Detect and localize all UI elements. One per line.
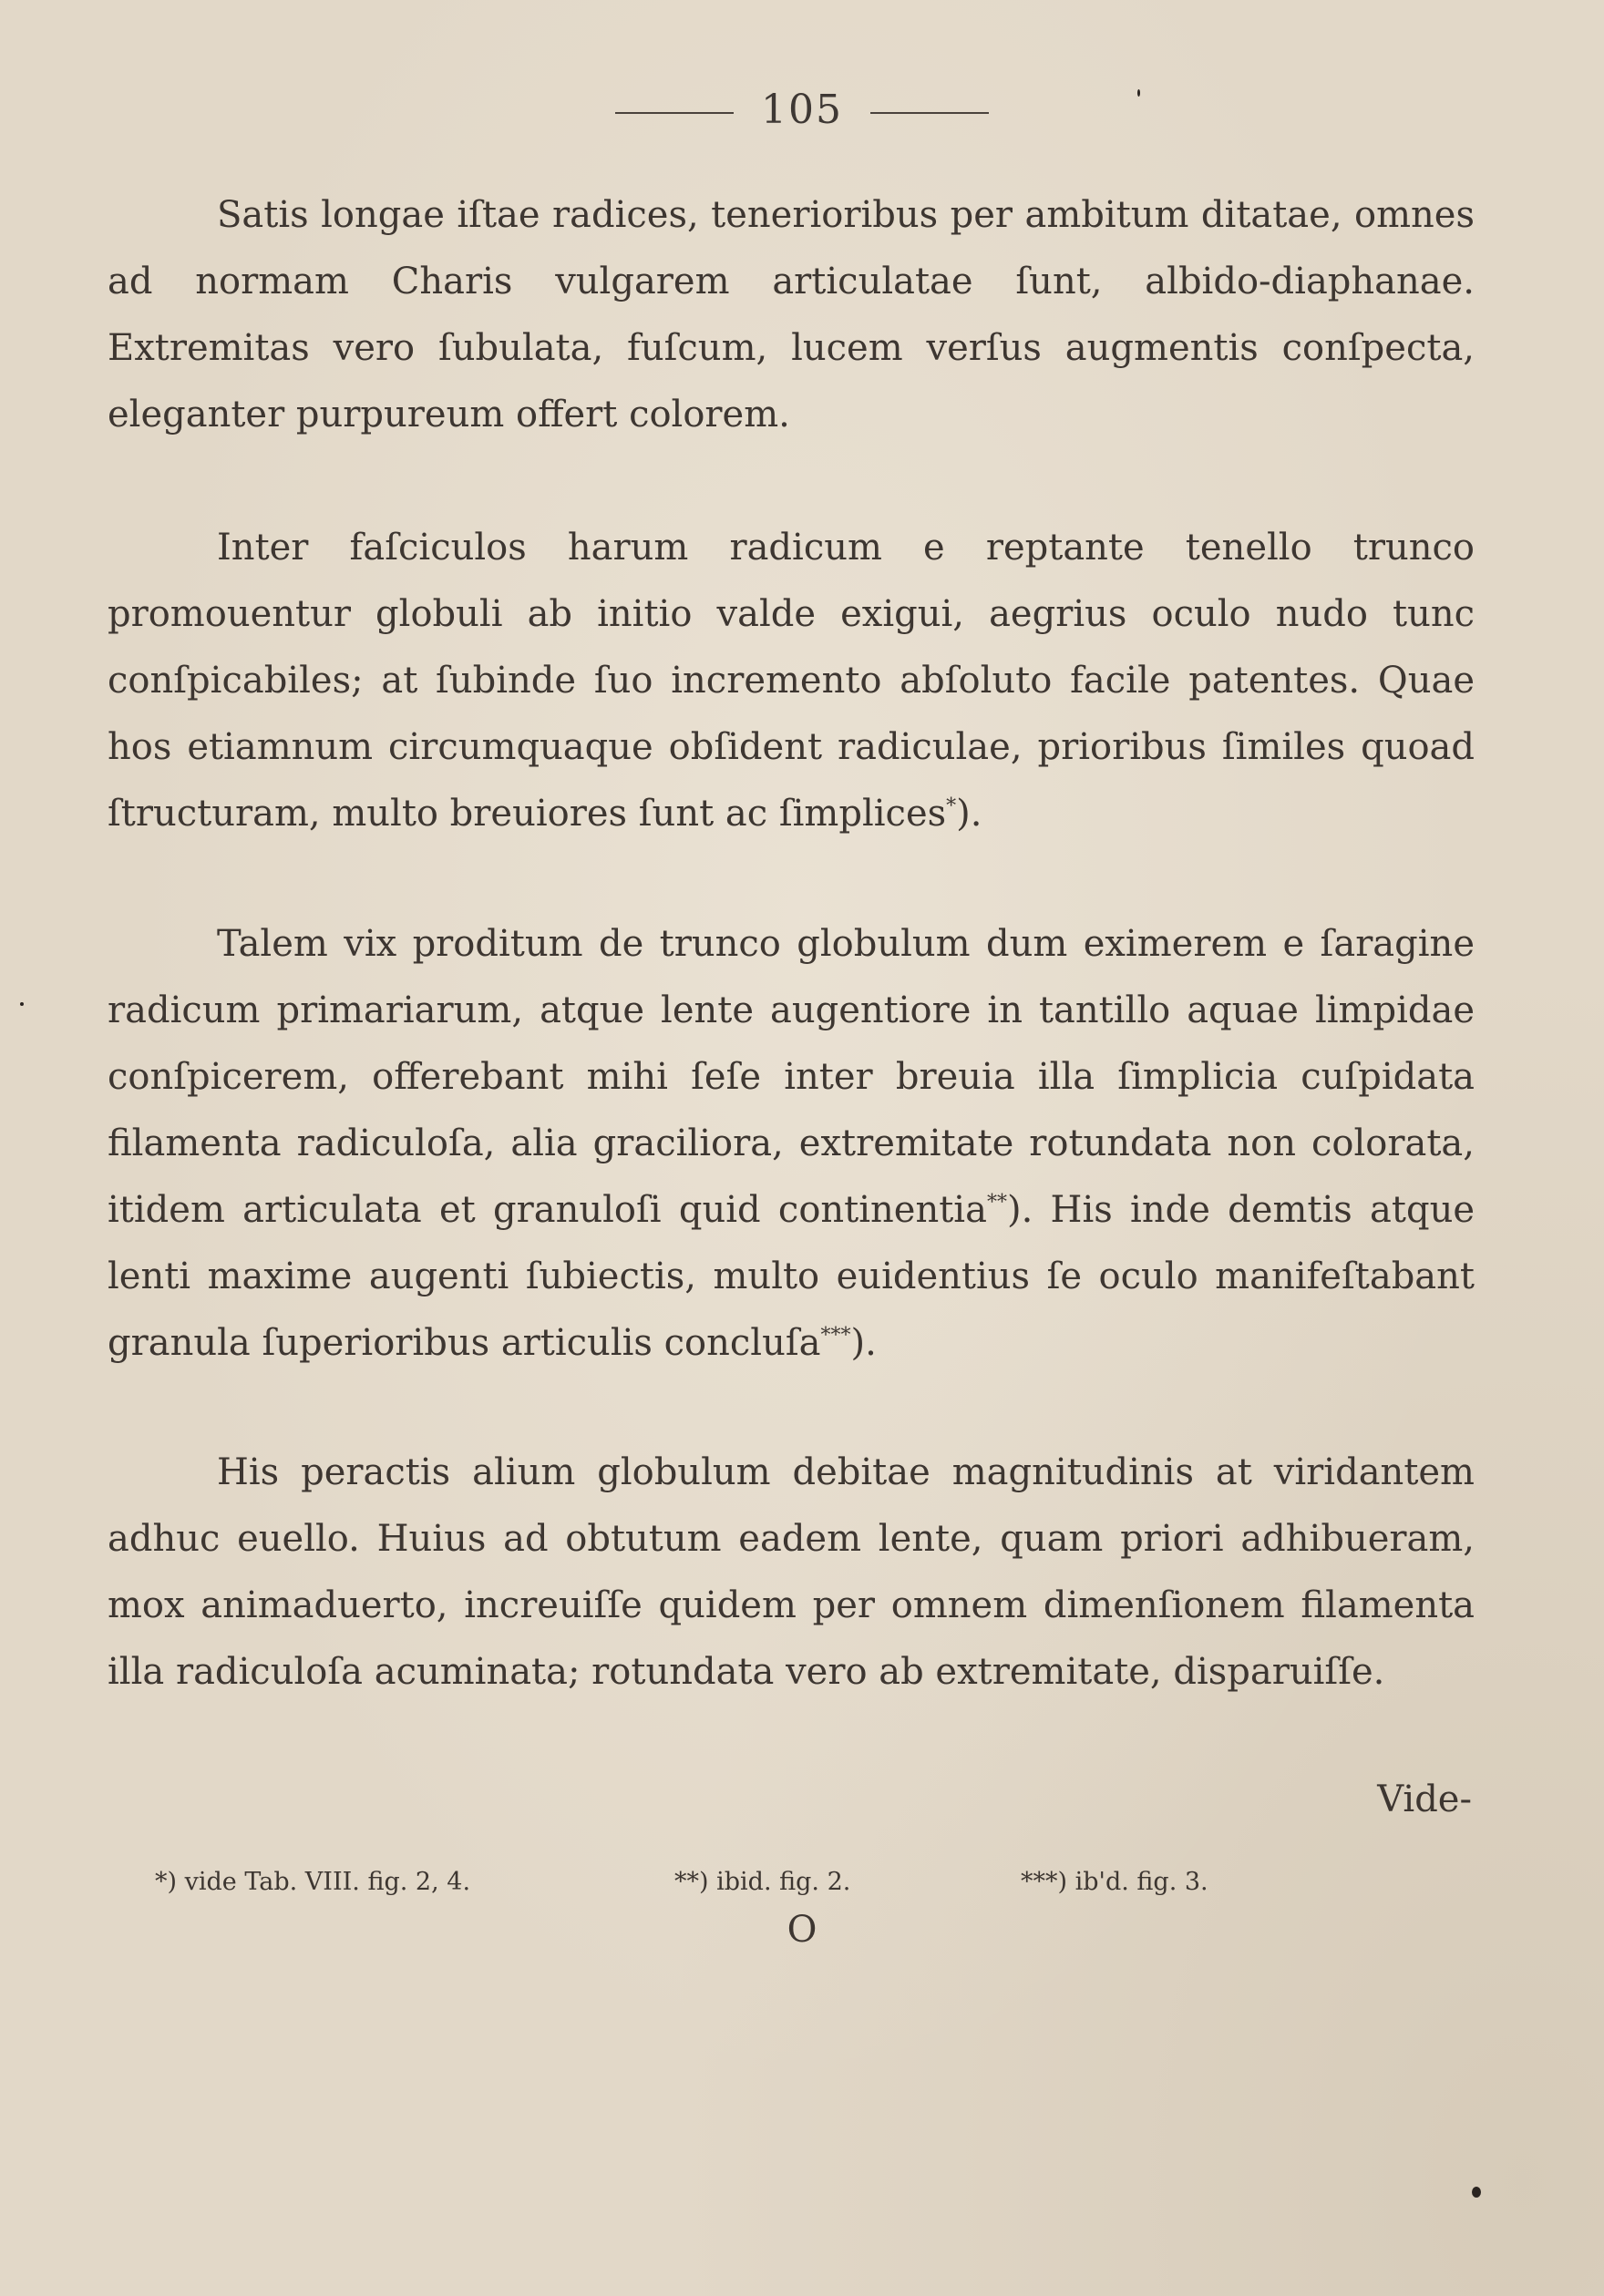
catchword: Vide- (1377, 1778, 1472, 1820)
footnote-mark: ** (986, 1191, 1007, 1215)
footnote-2: **) ibid. fig. 2. (674, 1868, 851, 1896)
ink-speck (20, 1002, 24, 1006)
paragraph-3-text: Talem vix proditum de trunco globulum dum eximerem e ſaragine radicum primariarum, atque lente augentiore in tantillo aquae limpidae conſpicerem, offerebant mihi ſeſe inter breuia illa ſimplicia cuſpidata filamenta radiculoſa, alia graciliora, extremitate rotundata non colorata, itidem articulata et granuloſi quid continentia (108, 923, 1475, 1231)
signature-mark: O (787, 1909, 817, 1951)
paragraph-2: Inter faſciculos harum radicum e reptante tenello trunco promouentur globuli ab initio valde exigui, aegrius oculo nudo tunc conſpicabiles; at ſubinde ſuo incremento abſoluto facile patentes. Quae hos etiamnum circumquaque obſident radiculae, prioribus ſimiles quoad ſtructuram, multo breuiores ſunt ac ſimplices*). (108, 527, 1475, 835)
paragraph-2-end: . (970, 793, 982, 835)
ink-speck (1137, 89, 1140, 97)
page-header (0, 87, 1604, 133)
header-rule-right (870, 112, 989, 114)
paragraph-4 (108, 1440, 1475, 1706)
paragraph-1 (108, 182, 1475, 448)
paragraph-4-text: His peractis alium globulum debitae magnitudinis at viridantem adhuc euello. Huius ad obtutum eadem lente, quam priori adhibueram, mox animaduerto, increuiſſe quidem per omnem dimenſionem filamenta illa radiculoſa acuminata; rotundata vero ab extremitate, disparuiſſe. (108, 1451, 1475, 1693)
paragraph-2-text: Inter faſciculos harum radicum e reptante tenello trunco promouentur globuli ab initio valde exigui, aegrius oculo nudo tunc conſpicabiles; at ſubinde ſuo incremento abſoluto facile patentes. Quae hos etiamnum circumquaque obſident radiculae, prioribus ſimiles quoad ſtructuram, multo breuiores ſunt ac ſimplices (108, 527, 1475, 835)
paragraph-3-mid: . His inde demtis atque lenti maxime augenti ſubiectis, multo euidentius ſe oculo manifeſtabant granula ſuperioribus articulis concluſa (108, 1189, 1475, 1364)
footnote-3: ***) ib'd. fig. 3. (1021, 1868, 1208, 1896)
footnotes (155, 1868, 1340, 1896)
paragraph-3-end: . (865, 1322, 877, 1364)
paragraph-3: Talem vix proditum de trunco globulum dum eximerem e ſaragine radicum primariarum, atque lente augentiore in tantillo aquae limpidae conſpicerem, offerebant mihi ſeſe inter breuia illa ſimplicia cuſpidata filamenta radiculoſa, alia graciliora, extremitate rotundata non colorata, itidem articulata et granuloſi quid continentia**). His inde demtis atque lenti maxime augenti ſubiectis, multo euidentius ſe oculo manifeſtabant granula ſuperioribus articulis concluſa***). (108, 923, 1475, 1364)
footnote-1: *) vide Tab. VIII. fig. 2, 4. (155, 1868, 471, 1896)
ink-speck (1472, 2187, 1481, 2198)
header-rule-left (615, 112, 734, 114)
page-number: 105 (761, 87, 843, 133)
paragraph-1-text: Satis longae iſtae radices, tenerioribus per ambitum ditatae, omnes ad normam Charis vulgarem articulatae ſunt, albido-diaphanae. Extremitas vero ſubulata, fuſcum, lucem verſus augmentis conſpecta, eleganter purpureum offert colorem. (108, 194, 1475, 436)
footnote-mark: *** (820, 1324, 851, 1348)
footnote-mark: * (946, 794, 957, 818)
